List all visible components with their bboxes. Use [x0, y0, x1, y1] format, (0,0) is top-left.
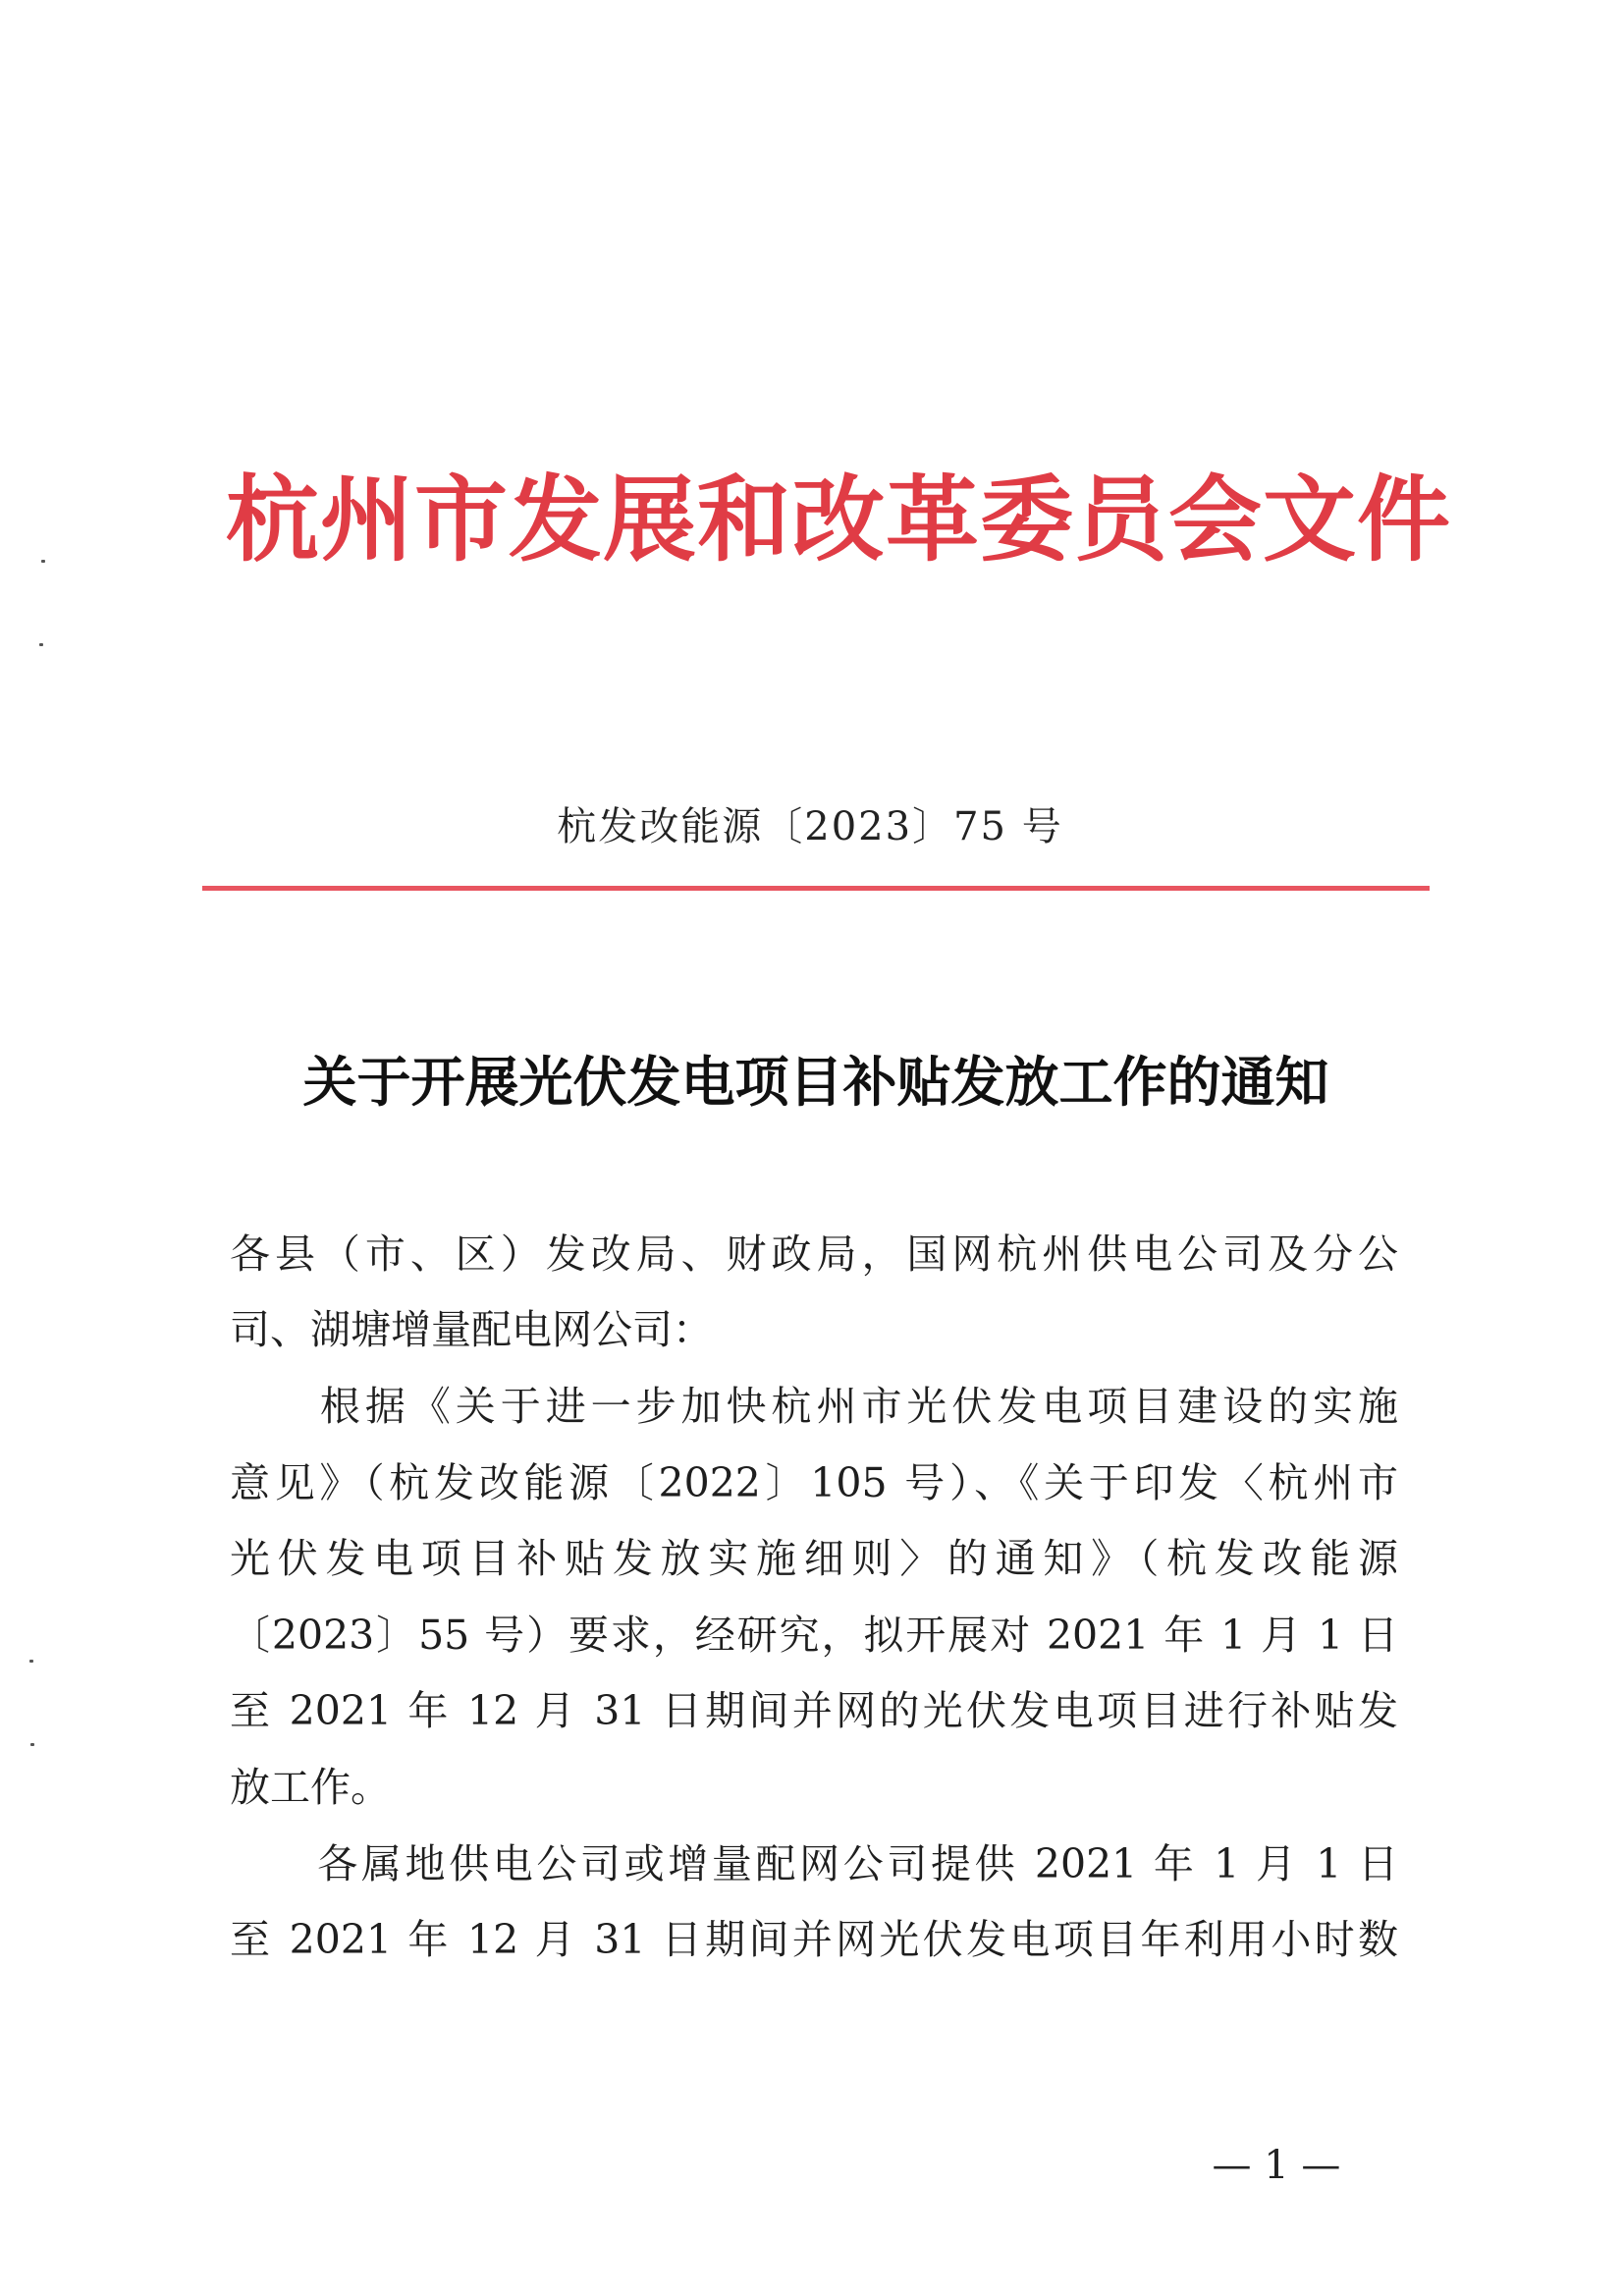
red-divider-line	[202, 886, 1430, 891]
body-line: 各属地供电公司或增量配网公司提供 2021 年 1 月 1 日	[230, 1840, 1398, 1887]
body-line: 意见》（杭发改能源〔2022〕105 号）、《关于印发〈杭州市	[230, 1459, 1398, 1506]
issuer-header-title: 杭州市发展和改革委员会文件	[226, 465, 1452, 574]
scan-speck	[41, 560, 45, 563]
scan-speck	[30, 1743, 34, 1746]
body-line: 放工作。	[230, 1764, 391, 1811]
scan-speck	[29, 1660, 33, 1663]
body-line: 至 2021 年 12 月 31 日期间并网光伏发电项目年利用小时数	[230, 1916, 1398, 1963]
document-number: 杭发改能源〔2023〕75 号	[557, 804, 1063, 849]
body-line: 光伏发电项目补贴发放实施细则〉的通知》（杭发改能源	[230, 1535, 1398, 1582]
body-line: 至 2021 年 12 月 31 日期间并网的光伏发电项目进行补贴发	[230, 1687, 1398, 1734]
page-number: — 1 —	[1212, 2143, 1341, 2188]
body-line: 司、湖塘增量配电网公司：	[230, 1306, 713, 1353]
scan-speck	[39, 643, 43, 646]
notice-title: 关于开展光伏发电项目补贴发放工作的通知	[302, 1051, 1329, 1114]
body-line: 各县（市、区）发改局、财政局，国网杭州供电公司及分公	[230, 1230, 1398, 1278]
body-line: 〔2023〕55 号）要求，经研究，拟开展对 2021 年 1 月 1 日	[230, 1612, 1398, 1659]
body-line: 根据《关于进一步加快杭州市光伏发电项目建设的实施	[230, 1383, 1398, 1430]
